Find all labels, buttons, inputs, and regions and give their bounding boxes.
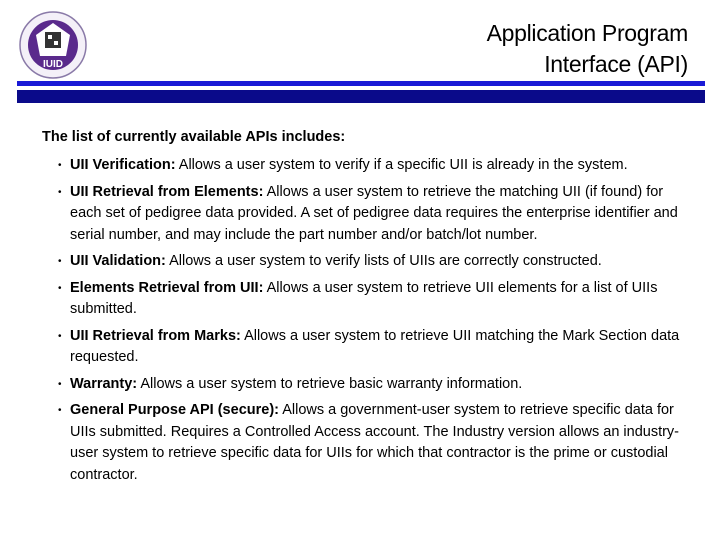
api-list-item [56, 400, 696, 486]
api-term: General Purpose API (secure): [70, 402, 279, 418]
api-description: Allows a user system to retrieve UII elements for a list of UIIs submitted. [70, 279, 658, 317]
iuid-logo [18, 10, 88, 80]
api-list-item [56, 326, 696, 369]
api-description: Allows a user system to verify lists of UIIs are correctly constructed. [165, 253, 602, 269]
api-description: Allows a government-user system to retrieve specific data for UIIs submitted. Requires a Controlled Access account. The Industry version allows an industry-user system to retrieve specific data for UIIs for which that contractor is the prime or custodial contractor. [70, 402, 680, 483]
slide-title [487, 18, 688, 80]
intro-text: The list of currently available APIs includes: [42, 129, 346, 145]
bullet-icon: • [58, 186, 62, 198]
api-list-item [56, 155, 696, 177]
api-description: Allows a user system to verify if a specific UII is already in the system. [175, 157, 628, 173]
bullet-icon: • [58, 256, 62, 267]
api-term: Warranty: [70, 375, 138, 392]
api-term: UII Verification: [70, 157, 176, 173]
api-list-item [56, 374, 696, 396]
api-term: UII Retrieval from Marks: [70, 327, 241, 344]
api-description: Allows a user system to retrieve basic warranty information. [137, 375, 523, 392]
api-term: UII Validation: [70, 253, 166, 269]
api-list-item [56, 278, 696, 321]
header-divider-thick [17, 90, 705, 103]
api-list [56, 155, 696, 491]
bullet-icon: • [58, 378, 62, 390]
title-line-1: Application Program [486, 20, 688, 46]
bullet-icon: • [58, 160, 62, 171]
svg-text:IUID: IUID [43, 59, 63, 70]
api-list-item [56, 251, 696, 273]
bullet-icon: • [58, 330, 62, 342]
api-list-item [56, 182, 696, 247]
api-description: Allows a user system to retrieve UII matching the Mark Section data requested. [70, 327, 680, 365]
bullet-icon: • [58, 405, 62, 416]
title-line-2: Interface (API) [544, 51, 688, 77]
bullet-icon: • [58, 282, 62, 294]
api-term: UII Retrieval from Elements: [70, 183, 264, 200]
api-description: Allows a user system to retrieve the matching UII (if found) for each set of pedigree data provided. A set of pedigree data requires the enterprise identifier and serial number, and may include the part number and/or batch/lot number. [70, 183, 678, 243]
api-term: Elements Retrieval from UII: [70, 279, 264, 296]
header-divider-thin [17, 81, 705, 86]
